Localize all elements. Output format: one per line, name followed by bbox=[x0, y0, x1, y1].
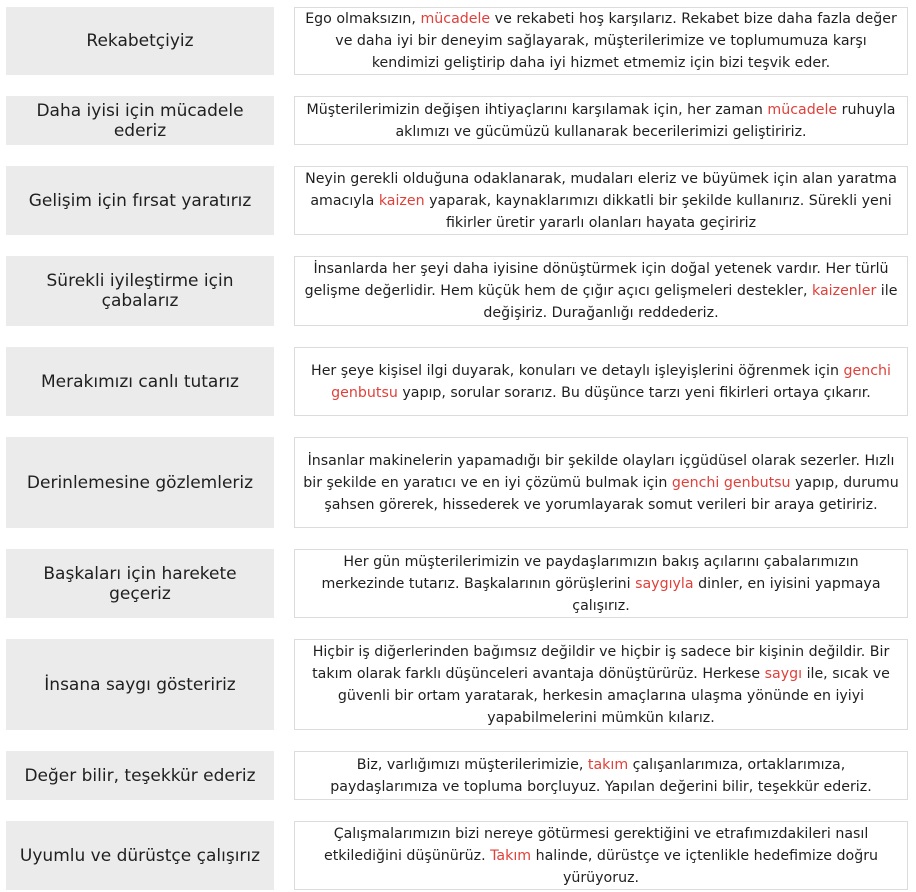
text-segment: Her gün müşterilerimizin ve paydaşlarımızın bakış açılarını çabalarımızın merkezinde tutarız. Başkalarının görüşlerini bbox=[321, 553, 859, 592]
highlight-term: saygı bbox=[764, 665, 803, 682]
value-row bbox=[0, 7, 916, 75]
value-description bbox=[294, 347, 908, 416]
value-description bbox=[294, 7, 908, 75]
value-title: Gelişim için fırsat yaratırız bbox=[6, 166, 274, 235]
highlight-term: kaizen bbox=[378, 192, 425, 209]
text-segment: halinde, dürüstçe ve içtenlikle hedefimize doğru yürüyoruz. bbox=[531, 847, 879, 886]
text-segment: dinler, en iyisini yapmaya çalışırız. bbox=[572, 575, 881, 614]
highlight-term: saygıyla bbox=[635, 575, 694, 592]
value-row bbox=[0, 166, 916, 235]
value-row bbox=[0, 96, 916, 145]
text-segment: ile değişiriz. Durağanlığı reddederiz. bbox=[483, 283, 898, 321]
value-title: Derinlemesine gözlemleriz bbox=[6, 437, 274, 528]
value-description bbox=[294, 751, 908, 800]
highlight-term: takım bbox=[587, 756, 629, 773]
text-segment: İnsanlarda her şeyi daha iyisine dönüştürmek için doğal yetenek vardır. Her türlü gelişme değerlidir. Hem küçük hem de çığır açıcı gelişmeleri destekler, bbox=[304, 261, 889, 299]
value-row bbox=[0, 437, 916, 528]
value-description bbox=[294, 256, 908, 326]
description-text bbox=[301, 360, 901, 404]
value-title: Rekabetçiyiz bbox=[6, 7, 274, 75]
text-segment: yapıp, sorular sorarız. Bu düşünce tarzı yeni fikirleri ortaya çıkarır. bbox=[397, 384, 871, 401]
highlight-term: genchi genbutsu bbox=[671, 474, 791, 491]
value-title: Sürekli iyileştirme için çabalarız bbox=[6, 256, 274, 326]
text-segment: ile, sıcak ve güvenli bir ortam yaratarak, herkesin amaçlarına ulaşma yönünde en iyiyi yapabilmelerini mümkün kılarız. bbox=[337, 665, 890, 726]
text-segment: yaparak, kaynaklarımızı dikkatli bir şekilde kullanırız. Sürekli yeni fikirler üretir yararlı olanları hayata geçiririz bbox=[424, 192, 892, 231]
value-row bbox=[0, 639, 916, 730]
text-segment: Neyin gerekli olduğuna odaklanarak, mudaları eleriz ve büyümek için alan yaratma amacıyla bbox=[305, 170, 897, 209]
highlight-term: Takım bbox=[490, 847, 532, 864]
value-description bbox=[294, 96, 908, 145]
description-text bbox=[301, 551, 901, 617]
value-row bbox=[0, 256, 916, 326]
value-description bbox=[294, 437, 908, 528]
description-text bbox=[301, 168, 901, 234]
value-row bbox=[0, 347, 916, 416]
text-segment: ve rekabeti hoş karşılarız. Rekabet bize daha fazla değer ve daha iyi bir deneyim sağlayarak, müşterilerimize ve toplumumuza karşı kendimizi geliştirip daha iyi hizmet etmemiz için bizi teşvik eder. bbox=[335, 11, 897, 71]
description-text bbox=[301, 450, 901, 516]
description-text bbox=[301, 641, 901, 729]
highlight-term: kaizenler bbox=[812, 283, 877, 299]
description-text bbox=[301, 8, 901, 74]
text-segment: Ego olmaksızın, bbox=[305, 11, 421, 27]
text-segment: Hiçbir iş diğerlerinden bağımsız değildir ve hiçbir iş sadece bir kişinin değildir. Bir takım olarak farklı düşünceleri avantaja dönüştürürüz. Herkese bbox=[312, 643, 890, 682]
value-title: İnsana saygı gösteririz bbox=[6, 639, 274, 730]
highlight-term: genchi genbutsu bbox=[331, 362, 891, 401]
value-description bbox=[294, 821, 908, 890]
value-row bbox=[0, 549, 916, 618]
description-text bbox=[301, 258, 901, 324]
value-row bbox=[0, 821, 916, 890]
value-title: Daha iyisi için mücadele ederiz bbox=[6, 96, 274, 145]
highlight-term: mücadele bbox=[420, 11, 491, 27]
value-row bbox=[0, 751, 916, 800]
text-segment: ruhuyla aklımızı ve gücümüzü kullanarak becerilerimizi geliştiririz. bbox=[395, 101, 896, 140]
value-title: Merakımızı canlı tutarız bbox=[6, 347, 274, 416]
value-description bbox=[294, 549, 908, 618]
description-text bbox=[301, 99, 901, 143]
value-title: Başkaları için harekete geçeriz bbox=[6, 549, 274, 618]
text-segment: çalışanlarımıza, ortaklarımıza, paydaşlarımıza ve topluma borçluyuz. Yapılan değerini bilir, teşekkür ederiz. bbox=[330, 756, 872, 795]
highlight-term: mücadele bbox=[767, 101, 838, 118]
description-text bbox=[301, 754, 901, 798]
value-description bbox=[294, 639, 908, 730]
text-segment: Biz, varlığımızı müşterilerimizie, bbox=[356, 756, 588, 773]
text-segment: yapıp, durumu şahsen görerek, hissederek ve yorumlayarak somut verileri bir araya getiririz. bbox=[324, 474, 899, 513]
text-segment: İnsanlar makinelerin yapamadığı bir şekilde olayları içgüdüsel olarak sezerler. Hızlı bir şekilde en yaratıcı ve en iyi çözümü bulmak için bbox=[303, 452, 895, 491]
value-title: Değer bilir, teşekkür ederiz bbox=[6, 751, 274, 800]
value-title: Uyumlu ve dürüstçe çalışırız bbox=[6, 821, 274, 890]
text-segment: Her şeye kişisel ilgi duyarak, konuları ve detaylı işleyişlerini öğrenmek için bbox=[311, 362, 844, 379]
description-text bbox=[301, 823, 901, 889]
value-description bbox=[294, 166, 908, 235]
text-segment: Çalışmalarımızın bizi nereye götürmesi gerektiğini ve etrafımızdakileri nasıl etkilediğini düşünürüz. bbox=[323, 825, 869, 864]
text-segment: Müşterilerimizin değişen ihtiyaçlarını karşılamak için, her zaman bbox=[306, 101, 768, 118]
